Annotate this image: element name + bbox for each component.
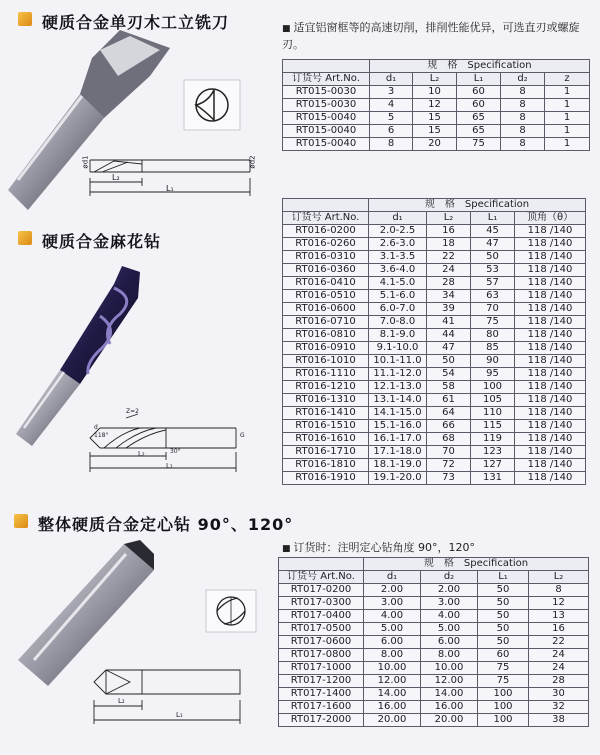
art-no-cell: RT016-0410 [283,277,369,290]
spec-label: 规 格 Specification [364,558,589,571]
drawing-label-angle: 118° [94,432,109,439]
table-cell: 15 [413,112,457,125]
table-cell: 50 [478,623,529,636]
table-cell: 53 [471,264,515,277]
table-cell: 118 /140 [515,472,586,485]
table-cell: 64 [427,407,471,420]
table-cell: 118 /140 [515,368,586,381]
table-cell: 50 [471,251,515,264]
table-cell: 1 [545,99,590,112]
table-cell: 110 [471,407,515,420]
table-cell: 75 [478,675,529,688]
table-cell: 118 /140 [515,381,586,394]
table-cell: 41 [427,316,471,329]
table-cell: 8.00 [364,649,421,662]
table-row [283,329,586,342]
table-cell: 15.1-16.0 [369,420,427,433]
section-title-1: 硬质合金单刃木工立铣刀 [42,13,230,32]
table-cell: 2.00 [364,584,421,597]
table-row [283,342,586,355]
col-header: d₂ [501,73,545,86]
section-marker-2 [18,231,32,245]
table-cell: 118 /140 [515,355,586,368]
art-no-cell: RT015-0040 [283,112,370,125]
end-mill-cross-section [184,80,240,130]
drawing-label-d1: ød1 [81,155,90,169]
table-cell: 10 [413,86,457,99]
note-text-3: 订货时：注明定心钻角度 90°，120° [293,541,476,554]
table-cell: 10.00 [364,662,421,675]
table-cell: 17.1-18.0 [369,446,427,459]
art-no-cell: RT017-0600 [279,636,364,649]
table-cell: 58 [427,381,471,394]
art-no-cell: RT016-0510 [283,290,369,303]
table-cell: 5.1-6.0 [369,290,427,303]
table-cell: 47 [471,238,515,251]
table-cell: 39 [427,303,471,316]
spec-label: 规 格 Specification [370,60,590,73]
table-cell: 100 [478,688,529,701]
table-row [279,649,589,662]
spec-table-2 [282,198,586,485]
table-cell: 12 [529,597,589,610]
table-row [283,303,586,316]
column-header-row [283,73,590,86]
art-no-cell: RT016-1510 [283,420,369,433]
table-cell: 6.0-7.0 [369,303,427,316]
col-header: L₁ [457,73,501,86]
table-row [283,86,590,99]
table-cell: 8 [501,138,545,151]
table-cell: 127 [471,459,515,472]
table-cell: 12.1-13.0 [369,381,427,394]
table-cell: 119 [471,433,515,446]
table-cell: 100 [478,701,529,714]
art-no-cell: RT016-0360 [283,264,369,277]
table-cell: 8 [529,584,589,597]
table-row [283,446,586,459]
table-cell: 16.00 [421,701,478,714]
drawing-label-l1: L₁ [166,462,173,470]
table-cell: 8 [370,138,413,151]
table-cell: 32 [529,701,589,714]
table-cell: 28 [427,277,471,290]
table-cell: 44 [427,329,471,342]
section-note-3 [282,540,587,557]
table-cell: 65 [457,112,501,125]
section-title-3: 整体硬质合金定心钻 90°、120° [38,515,294,534]
art-no-cell: RT017-0300 [279,597,364,610]
table-cell: 118 /140 [515,316,586,329]
art-no-cell: RT016-1010 [283,355,369,368]
table-cell: 66 [427,420,471,433]
table-cell: 12 [413,99,457,112]
table-row [279,675,589,688]
table-cell: 22 [427,251,471,264]
table-cell: 50 [478,636,529,649]
table-cell: 70 [427,446,471,459]
table-row [283,138,590,151]
section-title-2: 硬质合金麻花钻 [42,232,162,251]
table-cell: 12.00 [421,675,478,688]
table-row [279,714,589,727]
table-row [283,433,586,446]
table-cell: 24 [529,649,589,662]
table-row [283,407,586,420]
bullet-icon: ■ [282,544,291,554]
column-header-row [283,212,586,225]
art-no-cell: RT016-0810 [283,329,369,342]
table-row [283,381,586,394]
table-cell: 11.1-12.0 [369,368,427,381]
table-cell: 1 [545,86,590,99]
spot-drill-cross-section [206,590,256,632]
table-row [279,623,589,636]
bullet-icon: ■ [282,24,291,34]
section-note-1 [282,20,587,53]
end-mill-photo [0,30,180,230]
table-row [283,355,586,368]
table-cell: 63 [471,290,515,303]
table-row [283,277,586,290]
table-cell: 38 [529,714,589,727]
table-cell: 75 [457,138,501,151]
table-row [279,597,589,610]
art-no-cell: RT016-0710 [283,316,369,329]
table-row [283,472,586,485]
col-header: L₂ [427,212,471,225]
table-cell: 118 /140 [515,420,586,433]
drawing-label-z: Z=2 [126,408,139,415]
art-no-cell: RT017-1200 [279,675,364,688]
table-row [279,662,589,675]
table-cell: 24 [529,662,589,675]
drawing-label-g: G [240,432,245,439]
table-cell: 16 [529,623,589,636]
art-no-cell: RT016-1210 [283,381,369,394]
table-cell: 100 [471,381,515,394]
table-row [279,584,589,597]
table-cell: 60 [457,86,501,99]
col-header: z [545,73,590,86]
table-cell: 14.00 [364,688,421,701]
drawing-label-d: d [94,424,98,431]
drawing-label-l1: L₁ [166,184,174,193]
table-cell: 118 /140 [515,264,586,277]
table-cell: 118 /140 [515,277,586,290]
table-cell: 5.00 [364,623,421,636]
art-no-cell: RT016-1810 [283,459,369,472]
table-cell: 20.00 [364,714,421,727]
spec-table-1 [282,59,590,151]
table-row [283,112,590,125]
table-cell: 50 [478,610,529,623]
table-row [283,264,586,277]
table-cell: 50 [427,355,471,368]
table-cell: 2.00 [421,584,478,597]
art-no-cell: RT016-0200 [283,225,369,238]
table-cell: 72 [427,459,471,472]
table-cell: 80 [471,329,515,342]
table-cell: 118 /140 [515,290,586,303]
art-no-cell: RT016-1310 [283,394,369,407]
table-cell: 57 [471,277,515,290]
table-cell: 12.00 [364,675,421,688]
table-cell: 105 [471,394,515,407]
col-header: d₂ [421,571,478,584]
art-no-cell: RT016-0600 [283,303,369,316]
table-cell: 28 [529,675,589,688]
table-row [283,225,586,238]
spec-label: 规 格 Specification [369,199,586,212]
table-cell: 30 [529,688,589,701]
table-row [279,636,589,649]
table-row [283,394,586,407]
col-header: 顶角（θ） [515,212,586,225]
table-row [279,688,589,701]
table-row [283,290,586,303]
art-no-cell: RT016-1110 [283,368,369,381]
table-cell: 4.00 [364,610,421,623]
table-cell: 10.00 [421,662,478,675]
art-no-cell: RT015-0030 [283,99,370,112]
table-cell: 18 [427,238,471,251]
table-row [283,251,586,264]
table-cell: 18.1-19.0 [369,459,427,472]
table-cell: 15 [413,125,457,138]
table-cell: 60 [457,99,501,112]
table-cell: 3.00 [364,597,421,610]
col-header: 订货号 Art.No. [283,212,369,225]
table-row [283,420,586,433]
table-cell: 118 /140 [515,446,586,459]
art-no-cell: RT017-1600 [279,701,364,714]
table-cell: 8.00 [421,649,478,662]
art-no-cell: RT016-0310 [283,251,369,264]
col-header: L₂ [529,571,589,584]
table-cell: 20.00 [421,714,478,727]
table-cell: 4.00 [421,610,478,623]
art-no-cell: RT016-1710 [283,446,369,459]
table-cell: 65 [457,125,501,138]
table-cell: 13.1-14.0 [369,394,427,407]
art-no-cell: RT016-0910 [283,342,369,355]
table-row [283,368,586,381]
table-cell: 123 [471,446,515,459]
art-no-cell: RT016-0260 [283,238,369,251]
art-no-cell: RT017-2000 [279,714,364,727]
drawing-label-l2: L₂ [138,450,145,458]
table-cell: 3 [370,86,413,99]
table-cell: 2.0-2.5 [369,225,427,238]
table-cell: 50 [478,584,529,597]
table-cell: 118 /140 [515,329,586,342]
table-cell: 16.1-17.0 [369,433,427,446]
table-cell: 16 [427,225,471,238]
table-cell: 115 [471,420,515,433]
table-cell: 3.6-4.0 [369,264,427,277]
table-cell: 100 [478,714,529,727]
table-cell: 8 [501,112,545,125]
table-cell: 1 [545,112,590,125]
table-cell: 70 [471,303,515,316]
col-header: L₁ [471,212,515,225]
art-no-cell: RT016-1410 [283,407,369,420]
table-cell: 2.6-3.0 [369,238,427,251]
table-cell: 3.1-3.5 [369,251,427,264]
table-cell: 131 [471,472,515,485]
table-cell: 60 [478,649,529,662]
note-text-1: 适宜铝窗框等的高速切削，排削性能优异，可选直刃或螺旋刃。 [282,21,580,51]
table-cell: 5.00 [421,623,478,636]
art-no-cell: RT016-1610 [283,433,369,446]
table-cell: 20 [413,138,457,151]
table-cell: 16.00 [364,701,421,714]
table-cell: 1 [545,138,590,151]
art-no-cell: RT015-0040 [283,125,370,138]
col-header: 订货号 Art.No. [279,571,364,584]
column-header-row [279,571,589,584]
table-cell: 75 [471,316,515,329]
table-cell: 8 [501,99,545,112]
table-cell: 14.1-15.0 [369,407,427,420]
art-no-cell: RT017-1000 [279,662,364,675]
table-cell: 85 [471,342,515,355]
art-no-cell: RT015-0040 [283,138,370,151]
table-cell: 14.00 [421,688,478,701]
drawing-label-helix: 30° [170,448,181,455]
drawing-label-l1: L₁ [176,711,183,719]
table-cell: 90 [471,355,515,368]
spot-drill-drawing [90,662,260,738]
drawing-label-l2: L₂ [118,697,125,705]
table-cell: 4.1-5.0 [369,277,427,290]
art-no-cell: RT017-1400 [279,688,364,701]
table-cell: 75 [478,662,529,675]
table-cell: 118 /140 [515,225,586,238]
col-header: d₁ [364,571,421,584]
table-cell: 95 [471,368,515,381]
spec-table-3 [278,557,589,727]
table-cell: 4 [370,99,413,112]
col-header: d₁ [370,73,413,86]
art-no-cell: RT017-0800 [279,649,364,662]
table-cell: 8.1-9.0 [369,329,427,342]
table-cell: 9.1-10.0 [369,342,427,355]
table-cell: 118 /140 [515,407,586,420]
table-row [283,99,590,112]
table-cell: 118 /140 [515,459,586,472]
col-header: 订货号 Art.No. [283,73,370,86]
table-cell: 24 [427,264,471,277]
table-row [283,459,586,472]
table-cell: 22 [529,636,589,649]
table-cell: 61 [427,394,471,407]
art-no-cell: RT017-0400 [279,610,364,623]
table-row [279,610,589,623]
table-cell: 118 /140 [515,342,586,355]
section-marker-1 [18,12,32,26]
art-no-cell: RT017-0200 [279,584,364,597]
col-header: L₂ [413,73,457,86]
table-cell: 118 /140 [515,394,586,407]
drawing-label-d2: ød2 [248,155,257,169]
table-cell: 8 [501,86,545,99]
table-cell: 34 [427,290,471,303]
table-cell: 118 /140 [515,238,586,251]
art-no-cell: RT015-0030 [283,86,370,99]
drawing-label-l2: L₂ [112,173,120,182]
table-cell: 1 [545,125,590,138]
table-cell: 10.1-11.0 [369,355,427,368]
table-cell: 6.00 [364,636,421,649]
table-cell: 6 [370,125,413,138]
table-row [283,316,586,329]
col-header: d₁ [369,212,427,225]
table-cell: 8 [501,125,545,138]
table-cell: 73 [427,472,471,485]
art-no-cell: RT016-1910 [283,472,369,485]
table-cell: 13 [529,610,589,623]
table-cell: 19.1-20.0 [369,472,427,485]
table-cell: 50 [478,597,529,610]
table-row [279,701,589,714]
table-cell: 45 [471,225,515,238]
table-cell: 3.00 [421,597,478,610]
table-row [283,125,590,138]
table-cell: 54 [427,368,471,381]
table-cell: 47 [427,342,471,355]
table-cell: 118 /140 [515,303,586,316]
col-header: L₁ [478,571,529,584]
table-cell: 118 /140 [515,251,586,264]
table-cell: 7.0-8.0 [369,316,427,329]
table-cell: 118 /140 [515,433,586,446]
section-marker-3 [14,514,28,528]
table-cell: 5 [370,112,413,125]
table-row [283,238,586,251]
table-cell: 68 [427,433,471,446]
table-cell: 6.00 [421,636,478,649]
art-no-cell: RT017-0500 [279,623,364,636]
